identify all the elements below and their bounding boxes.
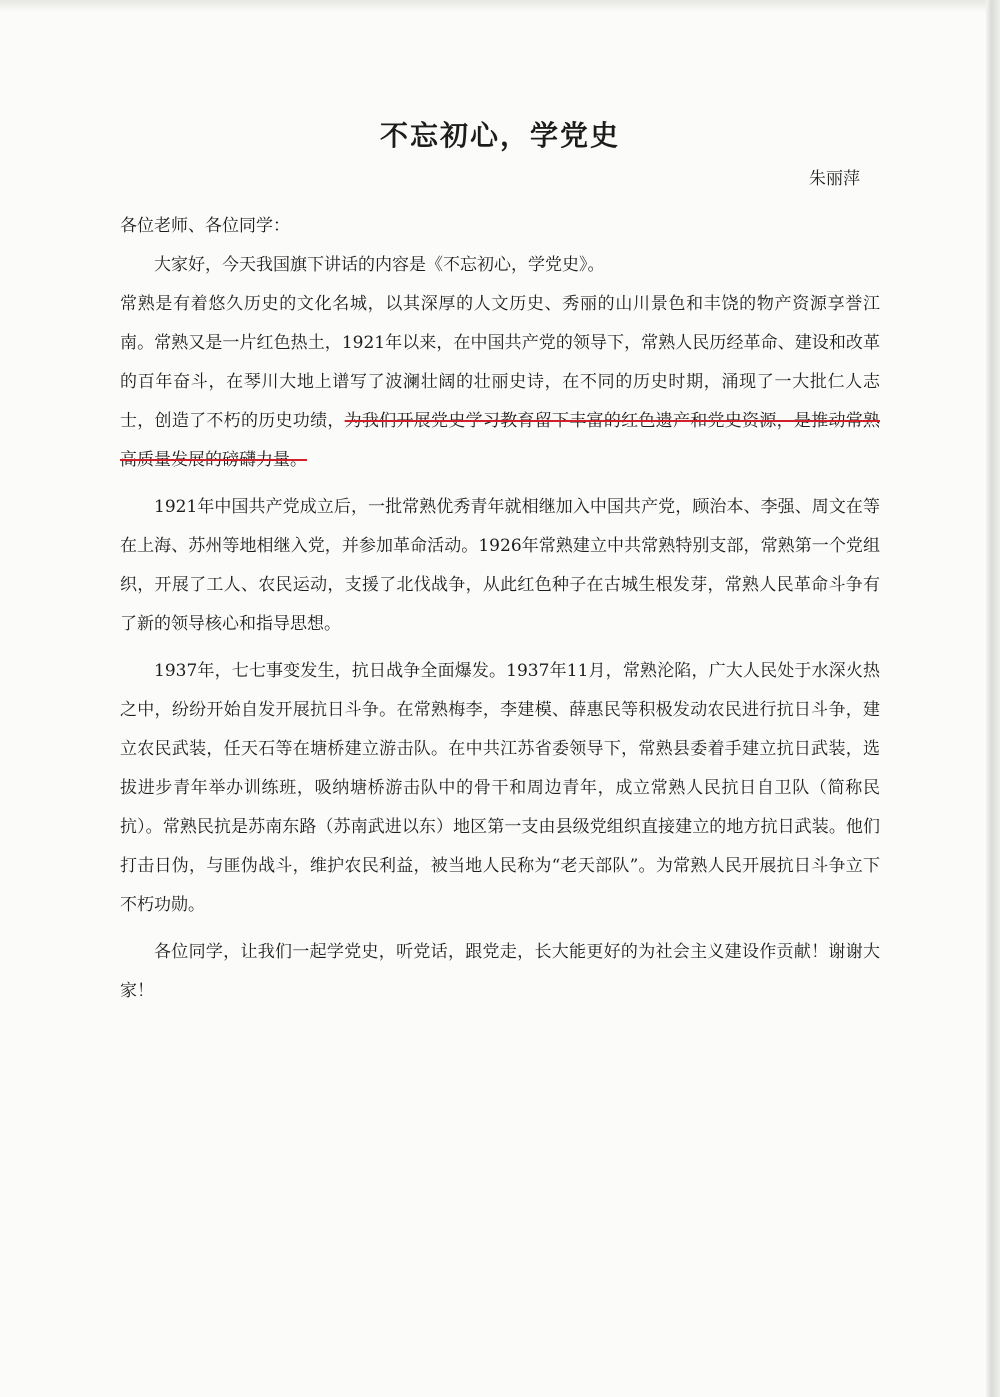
closing-paragraph: 各位同学，让我们一起学党史，听党话，跟党走，长大能更好的为社会主义建设作贡献！谢谢大家！	[120, 942, 880, 1001]
scan-edge-right	[986, 0, 1000, 1397]
struck-through-text: 为我们开展党史学习教育留下丰富的红色遗产和党史资源，是推动常熟高质量发展的磅礴力量。	[120, 411, 881, 470]
greeting-paragraph: 大家好，今天我国旗下讲话的内容是《不忘初心，学党史》。	[154, 255, 605, 275]
scan-edge-top	[0, 0, 1000, 12]
page-title: 不忘初心，学党史	[379, 119, 620, 152]
paragraph-gap	[120, 644, 880, 652]
author-name: 朱丽萍	[809, 169, 860, 189]
speech-document	[120, 108, 880, 1011]
paragraph-intro	[120, 285, 880, 480]
paragraph-intro-text: 常熟是有着悠久历史的文化名城，以其深厚的人文历史、秀丽的山川景色和丰饶的物产资源享誉江南。常熟又是一片红色热土，1921年以来，在中国共产党的领导下，常熟人民历经革命、建设和改革的百年奋斗，在琴川大地上谱写了波澜壮阔的壮丽史诗，在不同的历史时期，涌现了一大批仁人志士，创造了不朽的历史功绩，	[120, 294, 880, 431]
paragraph-anti-japanese-war: 1937年，七七事变发生，抗日战争全面爆发。1937年11月，常熟沦陷，广大人民处于水深火热之中，纷纷开始自发开展抗日斗争。在常熟梅李，李建模、薛惠民等积极发动农民进行抗日斗争，建立农民武装，任天石等在塘桥建立游击队。在中共江苏省委领导下，常熟县委着手建立抗日武装，选拔进步青年举办训练班，吸纳塘桥游击队中的骨干和周边青年，成立常熟人民抗日自卫队（简称民抗）。常熟民抗是苏南东路（苏南武进以东）地区第一支由县级党组织直接建立的地方抗日武装。他们打击日伪，与匪伪战斗，维护农民利益，被当地人民称为“老天部队”。为常熟人民开展抗日斗争立下不朽功勋。	[120, 661, 880, 915]
paragraph-gap	[120, 925, 880, 933]
paragraph-gap	[120, 480, 880, 488]
salutation: 各位老师、各位同学：	[120, 216, 290, 236]
paragraph-party-founding: 1921年中国共产党成立后，一批常熟优秀青年就相继加入中国共产党，顾治本、李强、周文在等在上海、苏州等地相继入党，并参加革命活动。1926年常熟建立中共常熟特别支部，常熟第一个党组织，开展了工人、农民运动，支援了北伐战争，从此红色种子在古城生根发芽，常熟人民革命斗争有了新的领导核心和指导思想。	[120, 497, 880, 634]
